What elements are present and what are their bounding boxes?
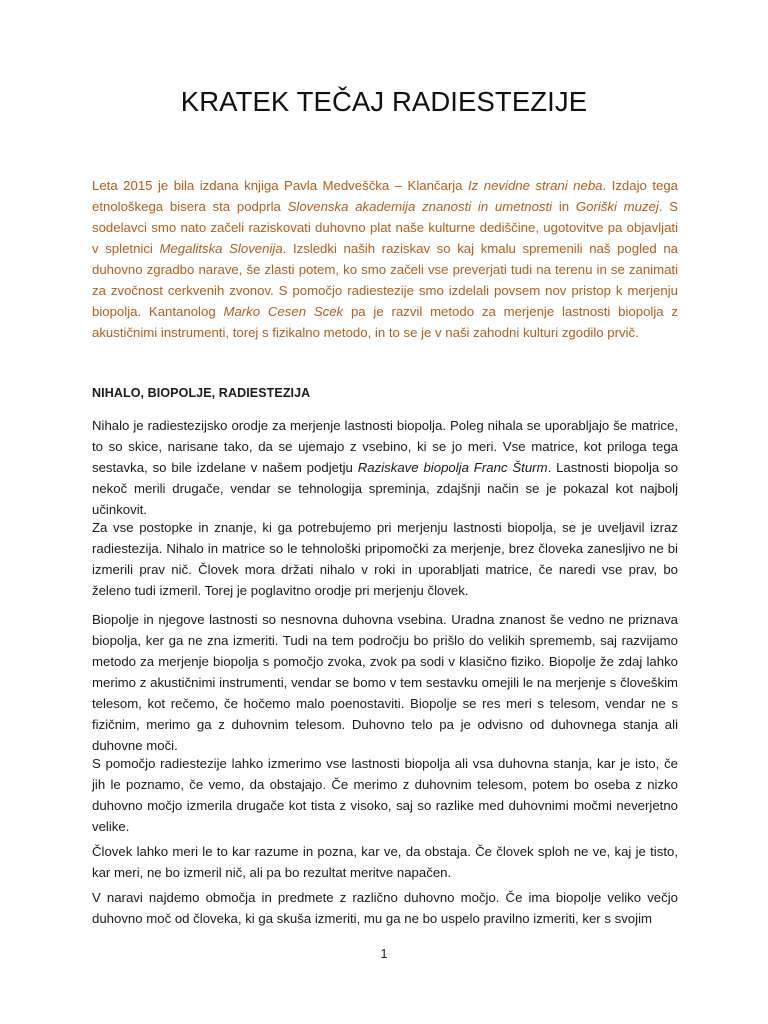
italic-text-run: Raziskave biopolja Franc Šturm (357, 460, 548, 475)
text-run: . Lastnosti biopolja so nekoč merili drugače, vendar se tehnologija spreminja, zdajšnji način se je pokazal kot najbolj učinkovit. (92, 460, 679, 517)
text-run: . Izdajo tega etnološkega bisera sta podprla (92, 178, 679, 214)
text-run: . Izsledki naših raziskav so kaj kmalu spremenili naš pogled na duhovno zgradbo narave, še zlasti potem, ko smo začeli vse preverjati tudi na terenu in se zanimati za zvočnost cerkvenih zvonov. S pomočjo radiestezije smo izdelali povsem nov pristop k merjenju biopolja. Kantanolog (92, 241, 678, 319)
text-run: in (552, 199, 576, 214)
text-run: Nihalo je radiestezijsko orodje za merjenje lastnosti biopolja. Poleg nihala se uporabljajo še matrice, to so skice, narisane tako, da se ujemajo z vsebino, ki se jo meri. Vse matrice, kot priloga tega sestavka, so bile izdelane v našem podjetju (92, 418, 678, 475)
paragraph-understanding: Človek lahko meri le to kar razume in pozna, kar ve, da obstaja. Če človek sploh ne ve, kaj je tisto, kar meri, ne bo izmeril nič, ali pa bo rezultat meritve napačen. (92, 844, 678, 880)
italic-text-run: Iz nevidne strani neba (468, 178, 603, 193)
italic-text-run: Megalitska Slovenija (159, 241, 283, 256)
paragraph-radiesthesia: Za vse postopke in znanje, ki ga potrebujemo pri merjenju lastnosti biopolja, se je uveljavil izraz radiestezija. Nihalo in matrice so le tehnološki pripomočki za merjenje, brez človeka zanesljivo ne bi izmerili prav nič. Človek mora držati nihalo v roki in uporabljati matrice, če naredi vse prav, bo želeno tudi izmeril. Torej je poglavitno orodje pri merjenju človek. (92, 520, 678, 598)
italic-text-run: Goriški muzej (575, 199, 659, 214)
page-number: 1 (380, 947, 388, 961)
paragraph-pendulum (92, 415, 678, 520)
intro-paragraph (92, 175, 678, 343)
italic-text-run: Marko Cesen Scek (223, 304, 344, 319)
paragraph-nature: V naravi najdemo območja in predmete z različno duhovno močjo. Če ima biopolje veliko večjo duhovno moč od človeka, ki ga skuša izmeriti, mu ga ne bo uspelo pravilno izmeriti, ker s svojim (92, 890, 678, 926)
section-heading: NIHALO, BIOPOLJE, RADIESTEZIJA (92, 386, 311, 400)
text-run: pa je razvil metodo za merjenje lastnosti biopolja z akustičnimi instrumenti, torej s fizikalno metodo, in to se je v naši zahodni kulturi zgodilo prvič. (92, 304, 679, 340)
paragraph-measurement: S pomočjo radiestezije lahko izmerimo vse lastnosti biopolja ali vsa duhovna stanja, kar je isto, če jih le poznamo, če vemo, da obstajajo. Če merimo z duhovnim telesom, potem bo oseba z nizko duhovno močjo izmerila drugače kot tista z visoko, saj so razlike med duhovnimi močmi neverjetno velike. (92, 756, 678, 834)
italic-text-run: Slovenska akademija znanosti in umetnosti (287, 199, 553, 214)
text-run: . S sodelavci smo nato začeli raziskovati duhovno plat naše kulturne dediščine, ugotovitve pa objavljati v spletnici (92, 199, 679, 256)
document-title: KRATEK TEČAJ RADIESTEZIJE (180, 86, 588, 117)
paragraph-biofield: Biopolje in njegove lastnosti so nesnovna duhovna vsebina. Uradna znanost še vedno ne priznava biopolja, ker ga ne zna izmeriti. Tudi na tem področju bo prišlo do velikih sprememb, saj razvijamo metodo za merjenje biopolja s pomočjo zvoka, zvok pa sodi v klasično fiziko. Biopolje že zdaj lahko merimo z akustičnimi instrumenti, vendar se bomo v tem sestavku omejili le na merjenje s človeškim telesom, kot rečemo, če hočemo malo poenostaviti. Biopolje se res meri s telesom, vendar ne s fizičnim, merimo ga z duhovnim telesom. Duhovno telo pa je odvisno od duhovnega stanja ali duhovne moči. (92, 612, 678, 753)
text-run: Leta 2015 je bila izdana knjiga Pavla Medveščka – Klančarja (92, 178, 468, 193)
